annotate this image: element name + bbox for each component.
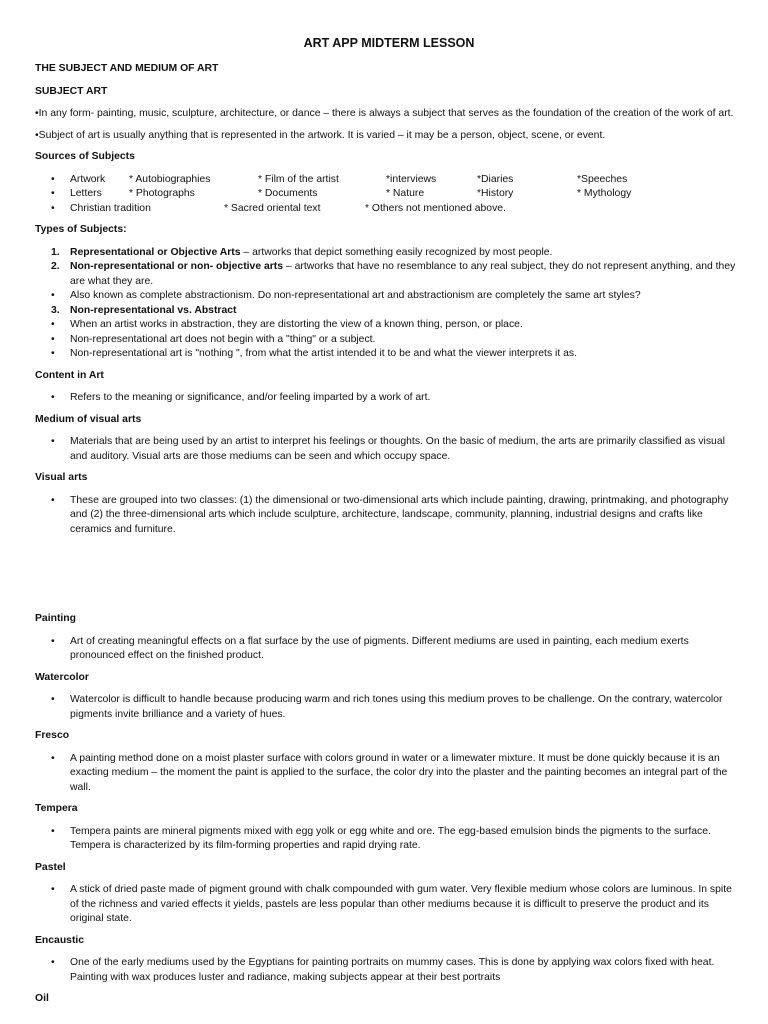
list-number: 2. [51,261,60,272]
type-item-3 [35,304,743,319]
source-item: * Mythology [577,188,632,199]
section-heading: THE SUBJECT AND MEDIUM OF ART [35,63,219,74]
subject-art-paragraph-2: •Subject of art is usually anything that is represented in the artwork. It is varied – it may be a person, object, scene, or event. [35,129,606,141]
visual-arts-heading: Visual arts [35,472,88,483]
sources-row-3 [35,202,743,217]
types-heading: Types of Subjects: [35,224,127,235]
source-item: *Diaries [477,173,514,185]
content-heading: Content in Art [35,369,104,381]
visual-arts-list [35,494,743,538]
source-item: *Speeches [577,173,628,185]
list-item: • Refers to the meaning or significance, and/or feeling imparted by a work of art. [35,391,743,406]
subject-art-heading: SUBJECT ART [35,85,108,97]
source-item: * Others not mentioned above. [365,202,506,214]
list-item: • Art of creating meaningful effects on a flat surface by the use of pigments. Different mediums are used in painting, each medium exerts pronounced effect on the finished product. [35,635,743,664]
source-item: * Documents [258,188,318,199]
sources-heading: Sources of Subjects [35,151,135,162]
list-item: • Non-representational art does not begin with a "thing" or a subject. [35,333,743,348]
type-term: Non-representational vs. Abstract [70,304,237,316]
list-item: • When an artist works in abstraction, they are distorting the view of a known thing, person, or place. [35,318,743,333]
sources-row-2 [35,187,743,202]
list-number: 1. [51,246,60,258]
list-number: 3. [51,304,60,316]
subject-art-paragraph-1: •In any form- painting, music, sculpture, architecture, or dance – there is always a subject that serves as the foundation of the creation of the work of art. [35,108,734,119]
list-item: • Materials that are being used by an artist to interpret his feelings or thoughts. On the basic of medium, the arts are primarily classified as visual and auditory. Visual arts are those mediums can be seen and which occupy space. [35,435,743,464]
encaustic-heading: Encaustic [35,934,85,946]
types-list-1 [35,246,743,290]
source-item: • Artwork [70,173,106,185]
source-item: * Film of the artist [258,173,339,185]
tempera-list [35,825,743,854]
list-item: • Tempera paints are mineral pigments mixed with egg yolk or egg white and ore. The egg-based emulsion binds the pigments to the surface. Tempera is characterized by its film-forming properties and rapid drying rate. [35,825,743,854]
type-description: – artworks that depict something easily recognized by most people. [240,246,553,258]
type-term: Non-representational or non- objective arts [70,261,284,272]
types-bullets-2 [35,318,743,362]
list-item: • One of the early mediums used by the Egyptians for painting portraits on mummy cases. This is done by applying wax colors fixed with heat. Painting with wax produces luster and radiance, making subjects appear at their best portraits [35,956,743,985]
list-item: • These are grouped into two classes: (1) the dimensional or two-dimensional arts which include painting, drawing, printmaking, and photography and (2) the three-dimensional arts which include sculpture, architecture, landscape, community, planning, industrial designs and crafts like ceramics and furniture. [35,494,743,538]
oil-heading: Oil [35,993,49,1004]
painting-list [35,635,743,664]
fresco-heading: Fresco [35,730,70,741]
source-item: • Christian tradition [70,202,151,214]
list-item: • Watercolor is difficult to handle because producing warm and rich tones using this medium proves to be challenge. On the contrary, watercolor pigments invite brilliance and a variety of hues. [35,693,743,722]
content-list [35,391,743,406]
source-item: * Photographs [129,188,195,199]
encaustic-list [35,956,743,985]
document-title: ART APP MIDTERM LESSON [303,36,475,50]
pastel-heading: Pastel [35,861,66,873]
source-item: *History [477,188,514,199]
fresco-list [35,752,743,796]
medium-heading: Medium of visual arts [35,413,142,425]
type-item-1 [35,246,743,261]
source-item: * Nature [386,188,425,199]
list-item: • Also known as complete abstractionism. Do non-representational art and abstractionism are completely the same art styles? [35,289,743,304]
document-page [35,36,743,1007]
source-item: * Sacred oriental text [224,202,321,214]
sources-list [35,173,743,217]
list-item: • A painting method done on a moist plaster surface with colors ground in water or a limewater mixture. It must be done quickly because it is an exacting medium – the moment the paint is applied to the surface, the color dry into the plaster and the painting becomes an integral part of the wall. [35,752,743,796]
list-item: • A stick of dried paste made of pigment ground with chalk compounded with gum water. Very flexible medium whose colors are luminous. In spite of the richness and varied effects it yields, pastels are less popular than other mediums because it is difficult to preserve the product and its original state. [35,883,743,927]
watercolor-heading: Watercolor [35,671,89,683]
watercolor-list [35,693,743,722]
medium-list [35,435,743,464]
type-description: – artworks that have no resemblance to any real subject, they do not represent anything, and they are what they are. [70,261,736,287]
type-term: Representational or Objective Arts [70,246,241,258]
pastel-list [35,883,743,927]
painting-heading: Painting [35,613,76,624]
type-item-2 [35,260,743,289]
types-bullets-1 [35,289,743,304]
types-list-2 [35,304,743,319]
source-item: * Autobiographies [129,173,211,185]
source-item: • Letters [70,188,102,199]
list-item: • Non-representational art is "nothing ", from what the artist intended it to be and what the viewer interprets it as. [35,347,743,362]
sources-row-1 [35,173,743,188]
source-item: *interviews [386,173,437,185]
tempera-heading: Tempera [35,803,78,814]
